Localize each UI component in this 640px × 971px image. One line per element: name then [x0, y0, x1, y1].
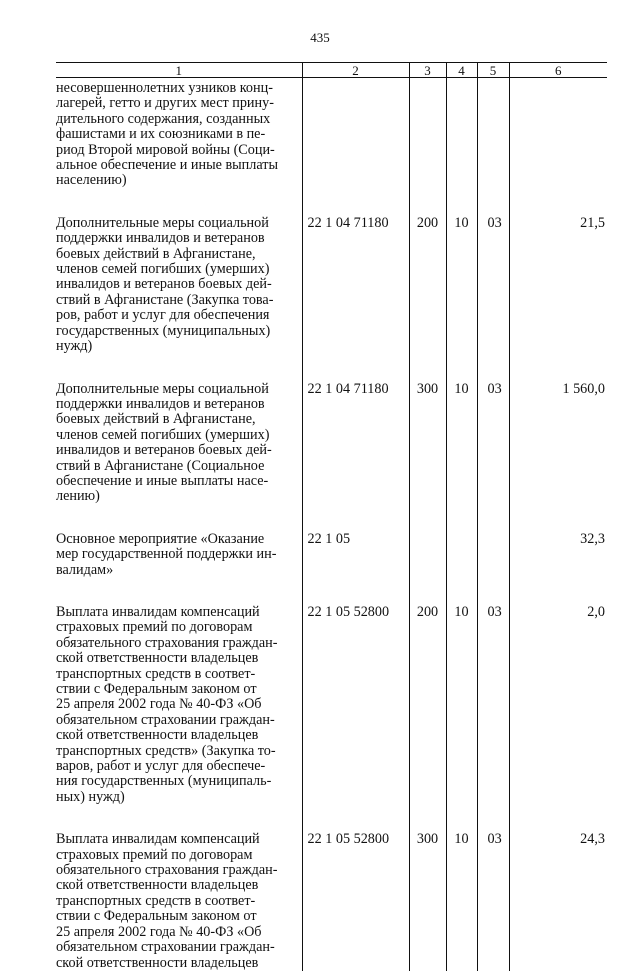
row-description: Дополнительные меры социальной поддержки инвалидов и ветеранов боевых действий в Афганистане, членов семей погибших (умерших) инвалидов и ветеранов боевых дей- ствий в Афганистане (Закупка това- ров, работ и услуг для обеспечения государственных (муниципальных) нужд) [56, 214, 274, 355]
row-amount: 21,5 [509, 216, 607, 382]
row-col5 [477, 78, 509, 216]
row-col4: 10 [446, 216, 477, 382]
column-header-2: 2 [302, 63, 409, 78]
row-code: 22 1 05 [302, 532, 409, 605]
table-row [56, 382, 607, 532]
row-code: 22 1 04 71180 [302, 382, 409, 532]
table-row [56, 605, 607, 832]
table-row [56, 532, 607, 605]
row-description: несовершеннолетних узников конц- лагерей, гетто и других мест прину- дительного содержания, созданных фашистами и их союзниками в пе- риод Второй мировой войны (Соци- альное обеспечение и иные выплаты населению) [56, 80, 279, 189]
table-row [56, 832, 607, 971]
row-code: 22 1 05 52800 [302, 832, 409, 971]
budget-table [56, 62, 607, 971]
column-header-1: 1 [56, 63, 302, 78]
row-col5: 03 [477, 216, 509, 382]
row-description: Выплата инвалидам компенсаций страховых премий по договорам обязательного страхования граждан- ской ответственности владельцев транспортных средств в соответ- ствии с Федеральным законом от 25 апреля 2002 года № 40-ФЗ «Об обязательном страховании граждан- ской ответственности владельцев транспортных средств» (Закупка то- варов, работ и услуг для обеспече- ния государственных (муниципаль- ных) нужд) [56, 603, 278, 805]
row-code: 22 1 04 71180 [302, 216, 409, 382]
table-row [56, 78, 607, 216]
row-description: Дополнительные меры социальной поддержки инвалидов и ветеранов боевых действий в Афганистане, членов семей погибших (умерших) инвалидов и ветеранов боевых дей- ствий в Афганистане (Социальное обеспечение и иные выплаты насе- лению) [56, 380, 272, 505]
row-amount: 2,0 [509, 605, 607, 832]
row-col4 [446, 532, 477, 605]
row-amount: 32,3 [509, 532, 607, 605]
row-col4: 10 [446, 832, 477, 971]
row-code: 22 1 05 52800 [302, 605, 409, 832]
row-col5: 03 [477, 832, 509, 971]
row-col3 [409, 532, 446, 605]
row-col4 [446, 78, 477, 216]
row-col5: 03 [477, 382, 509, 532]
row-col3: 200 [409, 605, 446, 832]
row-col5: 03 [477, 605, 509, 832]
table-header-row [56, 63, 607, 78]
column-header-6: 6 [509, 63, 607, 78]
row-amount: 1 560,0 [509, 382, 607, 532]
row-amount: 24,3 [509, 832, 607, 971]
column-header-3: 3 [409, 63, 446, 78]
row-col3: 300 [409, 382, 446, 532]
row-amount [509, 78, 607, 216]
row-description: Выплата инвалидам компенсаций страховых премий по договорам обязательного страхования граждан- ской ответственности владельцев транспортных средств в соответ- ствии с Федеральным законом от 25 апреля 2002 года № 40-ФЗ «Об обязательном страховании граждан- ской ответственности владельцев [56, 831, 278, 971]
row-description: Основное мероприятие «Оказание мер государственной поддержки ин- валидам» [56, 530, 277, 578]
row-col3 [409, 78, 446, 216]
page-number: 435 [310, 30, 330, 45]
row-col4: 10 [446, 605, 477, 832]
row-col3: 200 [409, 216, 446, 382]
row-col4: 10 [446, 382, 477, 532]
column-header-4: 4 [446, 63, 477, 78]
row-col5 [477, 532, 509, 605]
table-row [56, 216, 607, 382]
row-code [302, 78, 409, 216]
column-header-5: 5 [477, 63, 509, 78]
row-col3: 300 [409, 832, 446, 971]
